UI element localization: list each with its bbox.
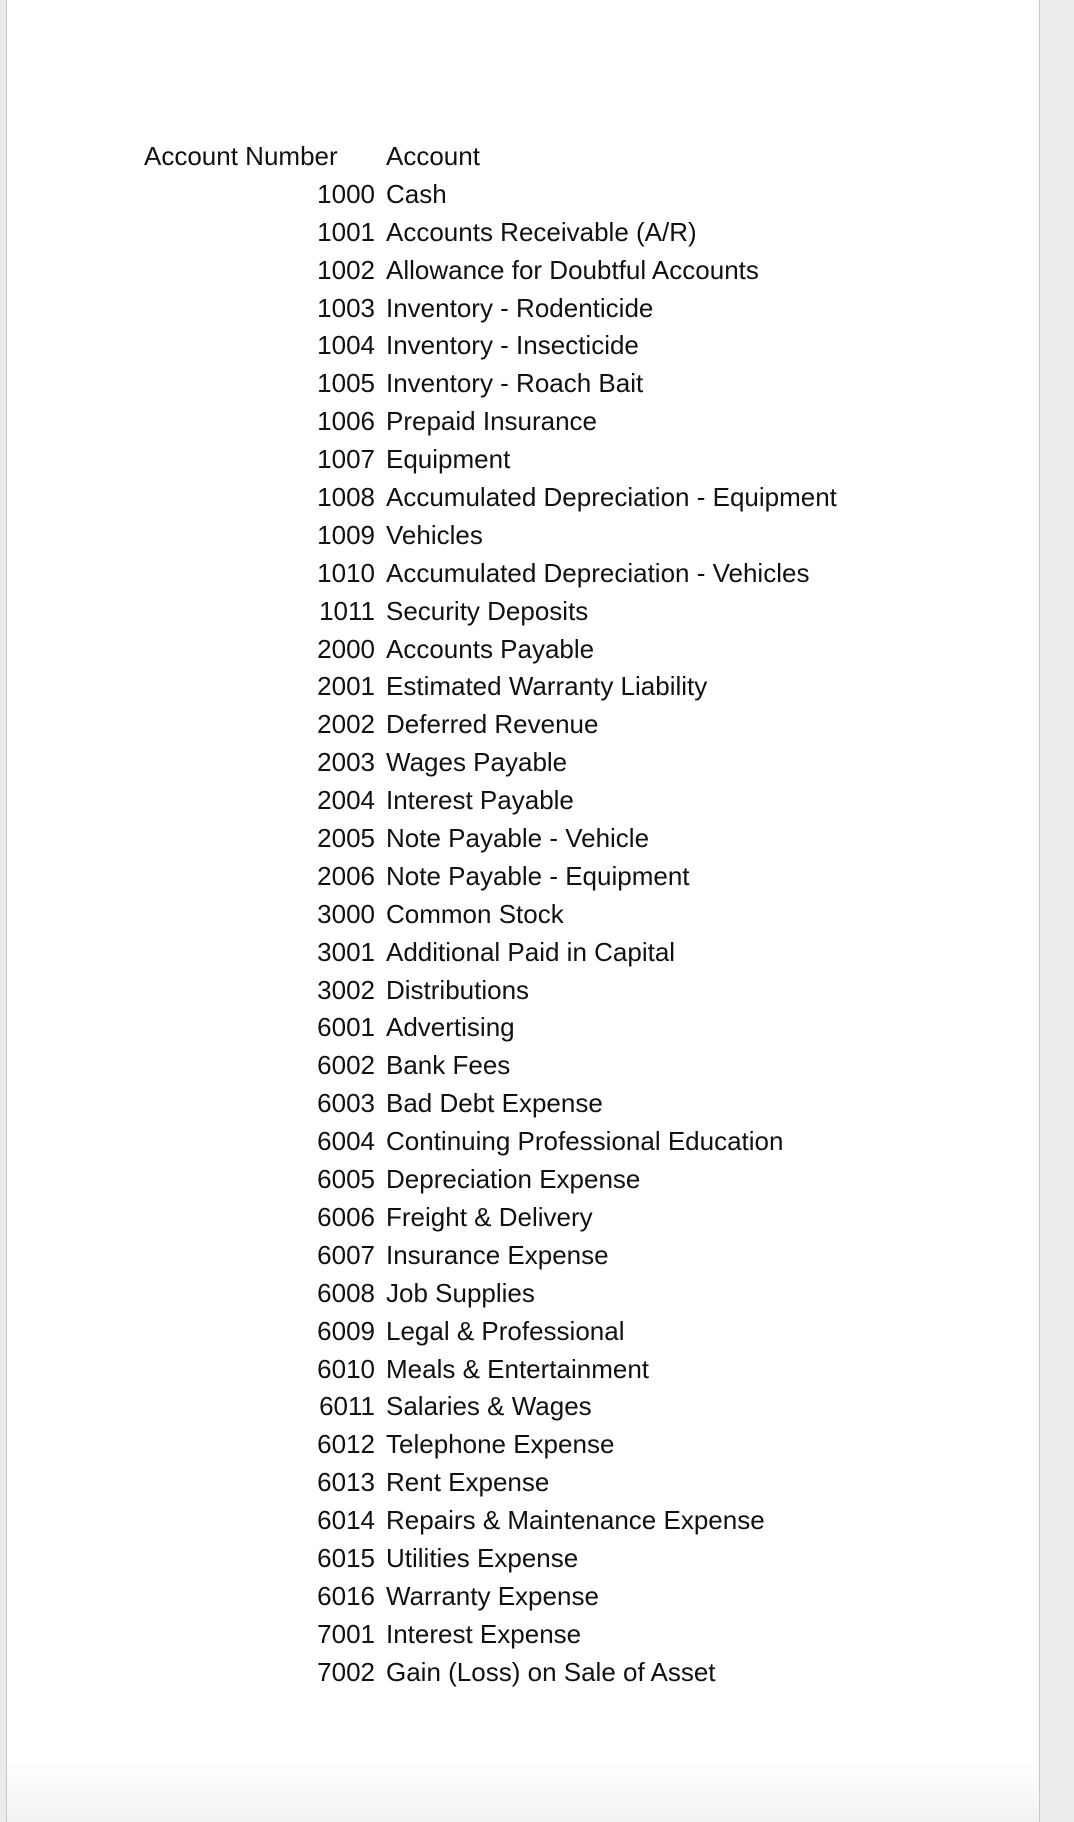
account-number-cell: 1007 (317, 444, 375, 475)
account-name-cell: Cash (386, 178, 447, 209)
account-name-cell: Additional Paid in Capital (386, 936, 676, 967)
account-number-cell: 2001 (317, 671, 375, 702)
table-row (144, 1351, 837, 1389)
account-number-cell: 2006 (317, 860, 375, 891)
account-name-cell: Meals & Entertainment (386, 1353, 650, 1384)
account-name-cell: Accumulated Depreciation - Vehicles (386, 557, 810, 588)
table-row (144, 1388, 837, 1426)
account-number-cell: 6006 (317, 1201, 375, 1232)
account-name-cell: Bank Fees (386, 1050, 511, 1081)
account-name-cell: Rent Expense (386, 1467, 550, 1498)
account-name-cell: Legal & Professional (386, 1315, 625, 1346)
account-name-cell: Depreciation Expense (386, 1164, 641, 1195)
account-number-cell: 2004 (317, 785, 375, 816)
account-number-cell: 1003 (317, 292, 375, 323)
table-row (144, 1123, 837, 1161)
table-row (144, 668, 837, 706)
account-name-cell: Interest Expense (386, 1618, 582, 1649)
table-row (144, 441, 837, 479)
account-name-cell: Accumulated Depreciation - Equipment (386, 482, 837, 513)
table-row (144, 176, 837, 214)
table-row (144, 858, 837, 896)
account-name-cell: Gain (Loss) on Sale of Asset (386, 1656, 716, 1687)
account-name-cell: Inventory - Rodenticide (386, 292, 654, 323)
table-row (144, 896, 837, 934)
account-number-cell: 6002 (317, 1050, 375, 1081)
table-row (144, 593, 837, 631)
account-name-cell: Advertising (386, 1012, 515, 1043)
table-row (144, 1426, 837, 1464)
table-row (144, 252, 837, 290)
table-row (144, 1464, 837, 1502)
account-number-cell: 6012 (317, 1429, 375, 1460)
header-account: Account (386, 141, 480, 171)
header-account-number: Account Number (144, 141, 338, 171)
table-row (144, 744, 837, 782)
account-name-cell: Job Supplies (386, 1277, 535, 1308)
account-name-cell: Warranty Expense (386, 1580, 599, 1611)
account-number-cell: 6010 (317, 1353, 375, 1384)
account-number-cell: 1000 (317, 178, 375, 209)
table-row (144, 1313, 837, 1351)
account-number-cell: 6009 (317, 1315, 375, 1346)
document-page (6, 0, 1040, 1822)
account-number-cell: 6005 (317, 1164, 375, 1195)
account-name-cell: Deferred Revenue (386, 709, 599, 740)
table-header-row (144, 138, 837, 176)
account-name-cell: Distributions (386, 974, 530, 1005)
table-row (144, 820, 837, 858)
account-number-cell: 2003 (317, 747, 375, 778)
table-row (144, 782, 837, 820)
account-number-cell: 3000 (317, 898, 375, 929)
account-number-cell: 6015 (317, 1542, 375, 1573)
account-number-cell: 6016 (317, 1580, 375, 1611)
account-name-cell: Accounts Payable (386, 633, 595, 664)
account-name-cell: Repairs & Maintenance Expense (386, 1505, 765, 1536)
account-name-cell: Prepaid Insurance (386, 406, 598, 437)
table-row (144, 1502, 837, 1540)
account-name-cell: Interest Payable (386, 785, 574, 816)
table-row (144, 365, 837, 403)
account-name-cell: Insurance Expense (386, 1239, 609, 1270)
account-number-cell: 6014 (317, 1505, 375, 1536)
account-number-cell: 1008 (317, 482, 375, 513)
table-row (144, 1161, 837, 1199)
table-row (144, 555, 837, 593)
table-row (144, 214, 837, 252)
account-name-cell: Freight & Delivery (386, 1201, 593, 1232)
table-row (144, 327, 837, 365)
account-number-cell: 1010 (317, 557, 375, 588)
chart-of-accounts-table (144, 138, 837, 1692)
table-row (144, 1009, 837, 1047)
window-right-edge (1040, 0, 1074, 1822)
account-number-cell: 2002 (317, 709, 375, 740)
table-row (144, 1616, 837, 1654)
table-row (144, 1540, 837, 1578)
table-row (144, 1199, 837, 1237)
account-name-cell: Note Payable - Vehicle (386, 823, 650, 854)
table-row (144, 403, 837, 441)
account-number-cell: 1001 (317, 216, 375, 247)
table-row (144, 972, 837, 1010)
table-row (144, 517, 837, 555)
account-number-cell: 6004 (317, 1126, 375, 1157)
account-number-cell: 1004 (317, 330, 375, 361)
account-number-cell: 6013 (317, 1467, 375, 1498)
account-name-cell: Allowance for Doubtful Accounts (386, 254, 759, 285)
account-name-cell: Common Stock (386, 898, 564, 929)
account-number-cell: 2000 (317, 633, 375, 664)
account-name-cell: Bad Debt Expense (386, 1088, 603, 1119)
table-row (144, 1085, 837, 1123)
account-name-cell: Continuing Professional Education (386, 1126, 784, 1157)
table-row (144, 706, 837, 744)
account-name-cell: Estimated Warranty Liability (386, 671, 708, 702)
table-body (144, 176, 837, 1692)
account-number-cell: 1009 (317, 519, 375, 550)
account-number-cell: 6007 (317, 1239, 375, 1270)
account-number-cell: 6003 (317, 1088, 375, 1119)
table-row (144, 479, 837, 517)
page-bottom-shade (7, 1762, 1039, 1822)
account-name-cell: Security Deposits (386, 595, 589, 626)
account-number-cell: 3002 (317, 974, 375, 1005)
account-number-cell: 1011 (319, 595, 375, 626)
table-row (144, 1654, 837, 1692)
account-name-cell: Wages Payable (386, 747, 568, 778)
account-name-cell: Vehicles (386, 519, 483, 550)
account-name-cell: Inventory - Insecticide (386, 330, 639, 361)
table-row (144, 934, 837, 972)
account-name-cell: Utilities Expense (386, 1542, 579, 1573)
account-number-cell: 6011 (319, 1391, 375, 1422)
account-number-cell: 3001 (317, 936, 375, 967)
account-number-cell: 1005 (317, 368, 375, 399)
table-row (144, 1047, 837, 1085)
table-row (144, 1275, 837, 1313)
account-number-cell: 7001 (317, 1618, 375, 1649)
account-name-cell: Accounts Receivable (A/R) (386, 216, 697, 247)
account-name-cell: Salaries & Wages (386, 1391, 592, 1422)
account-name-cell: Inventory - Roach Bait (386, 368, 644, 399)
table-row (144, 1237, 837, 1275)
account-name-cell: Note Payable - Equipment (386, 860, 690, 891)
account-number-cell: 6008 (317, 1277, 375, 1308)
account-number-cell: 1006 (317, 406, 375, 437)
table-row (144, 1578, 837, 1616)
account-name-cell: Equipment (386, 444, 511, 475)
account-number-cell: 2005 (317, 823, 375, 854)
account-number-cell: 6001 (317, 1012, 375, 1043)
account-number-cell: 1002 (317, 254, 375, 285)
table-row (144, 631, 837, 669)
account-name-cell: Telephone Expense (386, 1429, 615, 1460)
account-number-cell: 7002 (317, 1656, 375, 1687)
table-row (144, 290, 837, 328)
